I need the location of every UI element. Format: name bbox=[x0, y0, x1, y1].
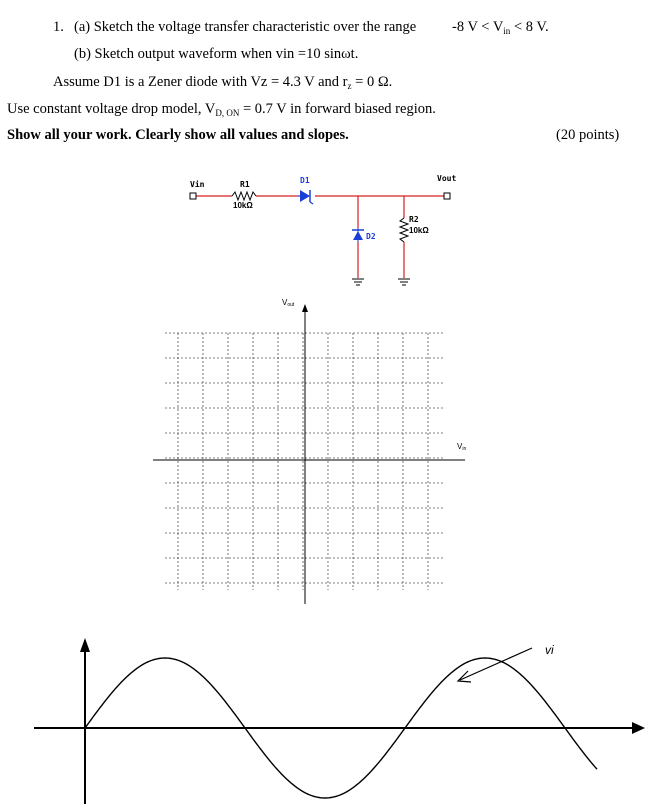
vi-pointer-arrowhead bbox=[458, 671, 471, 682]
vtc-y-axis-label: $V_{out}$ bbox=[282, 298, 295, 308]
vtc-grid-lines bbox=[165, 333, 445, 590]
model-prefix: Use constant voltage drop model, V bbox=[7, 101, 216, 117]
assumption-sub: z bbox=[347, 81, 352, 91]
vout-label: Vout bbox=[437, 174, 457, 183]
assumption-prefix: Assume D1 is a Zener diode with Vz = 4.3 V and r bbox=[53, 74, 348, 90]
r2-label: R2 bbox=[409, 215, 419, 224]
r1-value: 10kΩ bbox=[233, 201, 253, 210]
model-text bbox=[7, 101, 436, 121]
instruction-text: Show all your work. Clearly show all values and slopes. bbox=[7, 127, 349, 143]
r2-resistor bbox=[400, 218, 408, 242]
d2-label: D2 bbox=[366, 232, 376, 241]
vtc-y-axis-arrow bbox=[302, 304, 308, 312]
assumption-end: = 0 Ω. bbox=[351, 74, 393, 90]
d1-diode bbox=[298, 190, 313, 204]
model-end: = 0.7 V in forward biased region. bbox=[239, 101, 436, 117]
part-a-range-text: -8 V < V bbox=[452, 19, 504, 35]
ground-symbol-r2 bbox=[398, 279, 410, 285]
vtc-x-axis-label: $V_{in}$ bbox=[457, 442, 467, 452]
d1-label: D1 bbox=[300, 176, 310, 185]
problem-number: 1. bbox=[53, 19, 64, 35]
part-a-text: (a) Sketch the voltage transfer characteristic over the range bbox=[74, 19, 417, 35]
vin-terminal bbox=[190, 193, 196, 199]
vout-terminal bbox=[444, 193, 450, 199]
waveform-amplitude-axis-arrow bbox=[80, 638, 90, 652]
d2-diode bbox=[352, 228, 364, 242]
r1-label: R1 bbox=[240, 180, 250, 189]
part-a-range-sub: in bbox=[503, 26, 511, 36]
points-text: (20 points) bbox=[556, 127, 620, 143]
model-sub: D, ON bbox=[215, 108, 240, 118]
part-a-range bbox=[452, 19, 549, 39]
ground-symbol-d2 bbox=[352, 279, 364, 285]
waveform-signal-label: vi bbox=[545, 643, 554, 657]
part-a-range-end: < 8 V. bbox=[510, 19, 549, 35]
sine-wave-curve bbox=[85, 658, 597, 798]
vtc-axes bbox=[153, 312, 465, 604]
r2-value: 10kΩ bbox=[409, 226, 429, 235]
part-b-text: (b) Sketch output waveform when vin =10 sinωt. bbox=[74, 46, 359, 62]
vi-pointer-arrow bbox=[460, 648, 532, 680]
vin-label: Vin bbox=[190, 180, 205, 189]
r1-resistor bbox=[232, 192, 256, 200]
waveform-time-axis-arrow bbox=[632, 722, 645, 734]
assumption-text bbox=[53, 74, 392, 94]
